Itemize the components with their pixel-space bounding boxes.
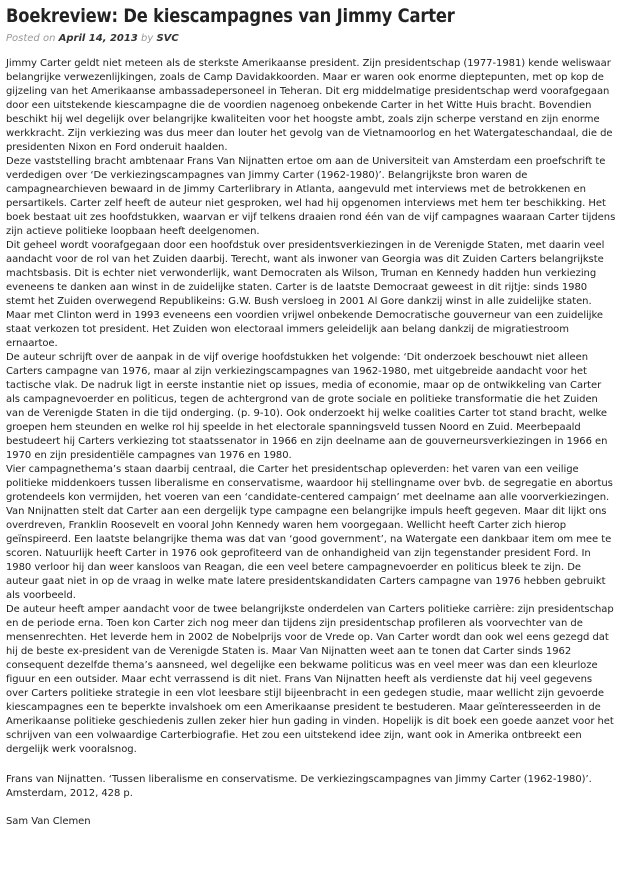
paragraph-6: De auteur heeft amper aandacht voor de twee belangrijkste onderdelen van Carters politieke carrière: zijn presidentschap en de periode erna. Toen kon Carter zich nog meer dan tijdens zijn presidentschap profileren als voorvechter van de mensenrechten. Het leverde hem in 2002 de Nobelprijs voor de Vrede op. Van Carter wordt dan ook wel eens gezegd dat hij de beste ex-president van de Verenigde Staten is. Maar Van Nijnatten weet aan te tonen dat Carter sinds 1962 consequent dezelfde thema’s aansneed, wel degelijke een bekwame politicus was en veel meer was dan een kleurloze figuur en een outsider. Maar echt verrassend is dit niet. Frans Van Nijnatten heeft als verdienste dat hij veel gegevens over Carters politieke strategie in een vlot leesbare stijl bijeenbracht in een gedegen studie, maar wellicht zijn gevoerde kiescampagnes een te beperkte invalshoek om een Amerikaanse president te bestuderen. Maar geïnteresseerden in de Amerikaanse politieke geschiedenis zullen zeker hier hun gading in vinden. Hopelijk is dit boek een goede aanzet voor het schrijven van een volwaardige Carterbiografie. Het zou een uitstekend idee zijn, want ook in Amerika ontbreekt een dergelijk werk vooralsnog. bbox=[6, 604, 614, 755]
paragraph-5: Vier campagnethema’s staan daarbij centraal, die Carter het presidentschap opleverden: het varen van een veilige politieke middenkoers tussen liberalisme en conservatisme, waardoor hij stellingname over bvb. de segregatie en abortus grotendeels kon vermijden, het voeren van een ‘candidate-centered campaign’ met deelname aan alle voorverkiezingen. Van Nnijnatten stelt dat Carter aan een dergelijk type campagne een belangrijke impuls heeft gegeven. Maar dit lijkt ons overdreven, Franklin Roosevelt en vooral John Kennedy waren hem voorgegaan. Wellicht heeft Carter zich hierop geïnspireerd. Een laatste belangrijke thema was dat van ‘good government’, na Watergate een dankbaar item om mee te scoren. Natuurlijk heeft Carter in 1976 ook geprofiteerd van de onhandigheid van zijn tegenstander president Ford. In 1980 verloor hij dan weer kansloos van Reagan, die een veel betere campagnevoerder en politicus bleek te zijn. De auteur gaat niet in op de vraag in welke mate latere presidentskandidaten Carters campagne van 1976 hebben gebruikt als voorbeeld. bbox=[6, 464, 613, 601]
paragraph-2: Deze vaststelling bracht ambtenaar Frans Van Nijnatten ertoe om aan de Universiteit van Amsterdam een proefschrift te verdedigen over ‘De verkiezingscampagnes van Jimmy Carter (1962-1980)’. Belangrijkste bron waren de campagnearchieven bewaard in de Jimmy Carterlibrary in Atlanta, aangevuld met interviews met de betrokkenen en persartikels. Carter zelf heeft de auteur niet gesproken, wel had hij opgenomen interviews met hem ter beschikking. Het boek bestaat uit zes hoofdstukken, waarvan er vijf telkens draaien rond één van de vijf campagnes waaraan Carter tijdens zijn actieve politieke loopbaan heeft deelgenomen. bbox=[6, 156, 616, 237]
posted-on-label: Posted on bbox=[6, 33, 56, 44]
by-label: by bbox=[141, 33, 154, 44]
paragraph-1: Jimmy Carter geldt niet meteen als de sterkste Amerikaanse president. Zijn presidentschap (1977-1981) kende weliswaar belangrijke verwezenlijkingen, zoals de Camp Davidakkoorden. Maar er waren ook enorme dieptepunten, met op kop de gijzeling van het Amerikaanse ambassadepersoneel in Teheran. Dit erg middelmatige presidentschap werd voorafgegaan door een uitstekende kiescampagne die de voordien nagenoeg onbekende Carter in het Witte Huis bracht. Bovendien beschikt hij wel degelijk over belangrijke kwaliteiten voor het hoogste ambt, zoals zijn scherpe verstand en zijn enorme werkkracht. Zijn verkiezing was dus meer dan louter het gevolg van de Vietnamoorlog en het Watergateschandaal, die de presidenten Nixon en Ford onderuit haalden. bbox=[6, 58, 613, 153]
post-title: Boekreview: De kiescampagnes van Jimmy Carter bbox=[6, 5, 455, 27]
post-meta bbox=[6, 32, 616, 46]
paragraph-3: Dit geheel wordt voorafgegaan door een hoofdstuk over presidentsverkiezingen in de Verenigde Staten, met daarin veel aandacht voor de rol van het Zuiden daarbij. Terecht, want als inwoner van Georgia was dit Zuiden Carters belangrijkste machtsbasis. Dit is echter niet verwonderlijk, want Democraten als Wilson, Truman en Kennedy hadden hun verkiezing eveneens te danken aan winst in de zuidelijke staten. Carter is de laatste Democraat geweest in dit rijtje: sinds 1980 stemt het Zuiden overwegend Republikeins: G.W. Bush versloeg in 2001 Al Gore dankzij winst in alle zuidelijke staten. Maar met Clinton werd in 1993 eveneens een voordien vrijwel onbekende Democratische gouverneur van een zuidelijke staat verkozen tot president. Het Zuiden won electoraal immers geleidelijk aan belang dankzij de migratiestroom ernaartoe. bbox=[6, 240, 605, 349]
post-date[interactable]: April 14, 2013 bbox=[58, 33, 138, 44]
blog-post bbox=[6, 4, 616, 829]
post-body bbox=[6, 57, 616, 829]
book-citation: Frans van Nijnatten. ‘Tussen liberalisme en conservatisme. De verkiezingscampagnes van Jimmy Carter (1962-1980)’. Amsterdam, 2012, 428 p. bbox=[6, 774, 592, 799]
paragraph-4: De auteur schrijft over de aanpak in de vijf overige hoofdstukken het volgende: ‘Dit onderzoek beschouwt niet alleen Carters campagne van 1976, maar al zijn verkiezingscampagnes van 1962-1980, met uitgebreide aandacht voor het tactische vlak. De nadruk ligt in eerste instantie niet op issues, media of economie, maar op de ontwikkeling van Carter als campagnevoerder en politicus, tegen de achtergrond van de grote sociale en politieke transformatie die het Zuiden van de Verenigde Staten in die tijd onderging. (p. 9-10). Ook onderzoekt hij welke coalities Carter tot stand bracht, welke groepen hem steunden en welke rol hij speelde in het electorale spanningsveld tussen Noord en Zuid. Meerbepaald bestudeert hij Carters verkiezing tot staatssenator in 1966 en zijn deelname aan de gouverneursverkiezingen in 1966 en 1970 en zijn presidentiële campagnes van 1976 en 1980. bbox=[6, 352, 608, 461]
post-author[interactable]: SVC bbox=[156, 33, 179, 44]
reviewer-signature: Sam Van Clemen bbox=[6, 816, 91, 827]
